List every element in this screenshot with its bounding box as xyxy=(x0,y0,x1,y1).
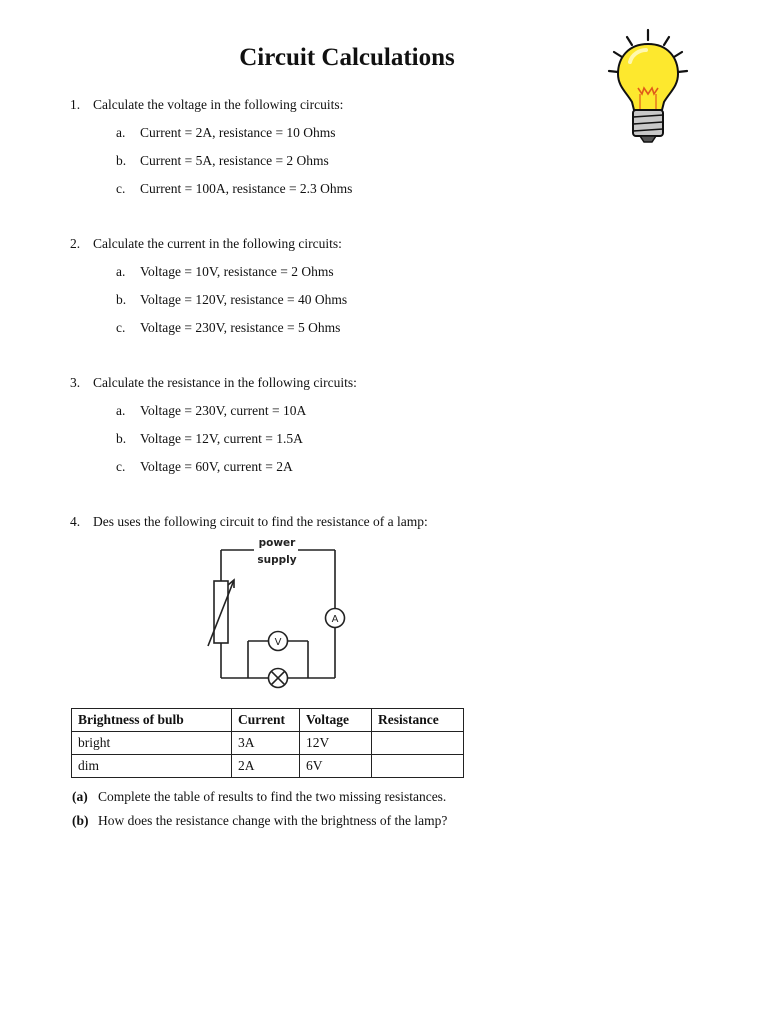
table-cell: 3A xyxy=(232,732,300,755)
item-letter: b. xyxy=(116,292,127,307)
part-label: (a) xyxy=(72,789,88,804)
power-supply-label-1: power xyxy=(258,537,296,549)
table-header: Brightness of bulb xyxy=(72,709,232,732)
question-number: 1. xyxy=(70,97,81,112)
part-text: Complete the table of results to find the two missing resistances. xyxy=(98,789,447,804)
item-letter: c. xyxy=(116,459,126,474)
item-text: Current = 100A, resistance = 2.3 Ohms xyxy=(140,181,353,196)
item-text: Current = 5A, resistance = 2 Ohms xyxy=(140,153,329,168)
item-text: Voltage = 60V, current = 2A xyxy=(140,459,293,474)
circuit-diagram xyxy=(190,530,360,696)
voltmeter-symbol xyxy=(269,632,288,651)
table-row xyxy=(72,732,464,755)
question-text: Des uses the following circuit to find the resistance of a lamp: xyxy=(93,514,428,529)
item-text: Current = 2A, resistance = 10 Ohms xyxy=(140,125,336,140)
part-text: How does the resistance change with the brightness of the lamp? xyxy=(98,813,448,828)
part-label: (b) xyxy=(72,813,89,828)
item-text: Voltage = 12V, current = 1.5A xyxy=(140,431,303,446)
table-cell: dim xyxy=(72,755,232,778)
table-header: Current xyxy=(232,709,300,732)
table-header: Resistance xyxy=(372,709,464,732)
table-cell: bright xyxy=(72,732,232,755)
table-header-row xyxy=(72,709,464,732)
question-text: Calculate the current in the following circuits: xyxy=(93,236,342,251)
question-text: Calculate the resistance in the following circuits: xyxy=(93,375,357,390)
item-letter: a. xyxy=(116,125,126,140)
item-text: Voltage = 10V, resistance = 2 Ohms xyxy=(140,264,334,279)
table-cell-empty[interactable] xyxy=(372,755,464,778)
item-letter: a. xyxy=(116,403,126,418)
table-header: Voltage xyxy=(300,709,372,732)
item-letter: b. xyxy=(116,153,127,168)
question-number: 3. xyxy=(70,375,81,390)
item-text: Voltage = 230V, resistance = 5 Ohms xyxy=(140,320,341,335)
item-letter: a. xyxy=(116,264,126,279)
item-letter: b. xyxy=(116,431,127,446)
item-letter: c. xyxy=(116,181,126,196)
table-cell-empty[interactable] xyxy=(372,732,464,755)
light-bulb-icon xyxy=(600,28,700,148)
voltmeter-label: V xyxy=(274,637,282,648)
question-text: Calculate the voltage in the following circuits: xyxy=(93,97,344,112)
power-supply-label-2: supply xyxy=(257,554,297,566)
table-cell: 12V xyxy=(300,732,372,755)
ammeter-label: A xyxy=(331,614,339,625)
question-number: 2. xyxy=(70,236,81,251)
table-cell: 2A xyxy=(232,755,300,778)
page-title: Circuit Calculations xyxy=(239,44,455,71)
ammeter-symbol xyxy=(326,609,345,628)
results-table xyxy=(71,708,464,778)
question-number: 4. xyxy=(70,514,81,529)
lamp-symbol xyxy=(269,669,288,688)
item-text: Voltage = 120V, resistance = 40 Ohms xyxy=(140,292,348,307)
item-letter: c. xyxy=(116,320,126,335)
table-cell: 6V xyxy=(300,755,372,778)
table-row xyxy=(72,755,464,778)
item-text: Voltage = 230V, current = 10A xyxy=(140,403,307,418)
